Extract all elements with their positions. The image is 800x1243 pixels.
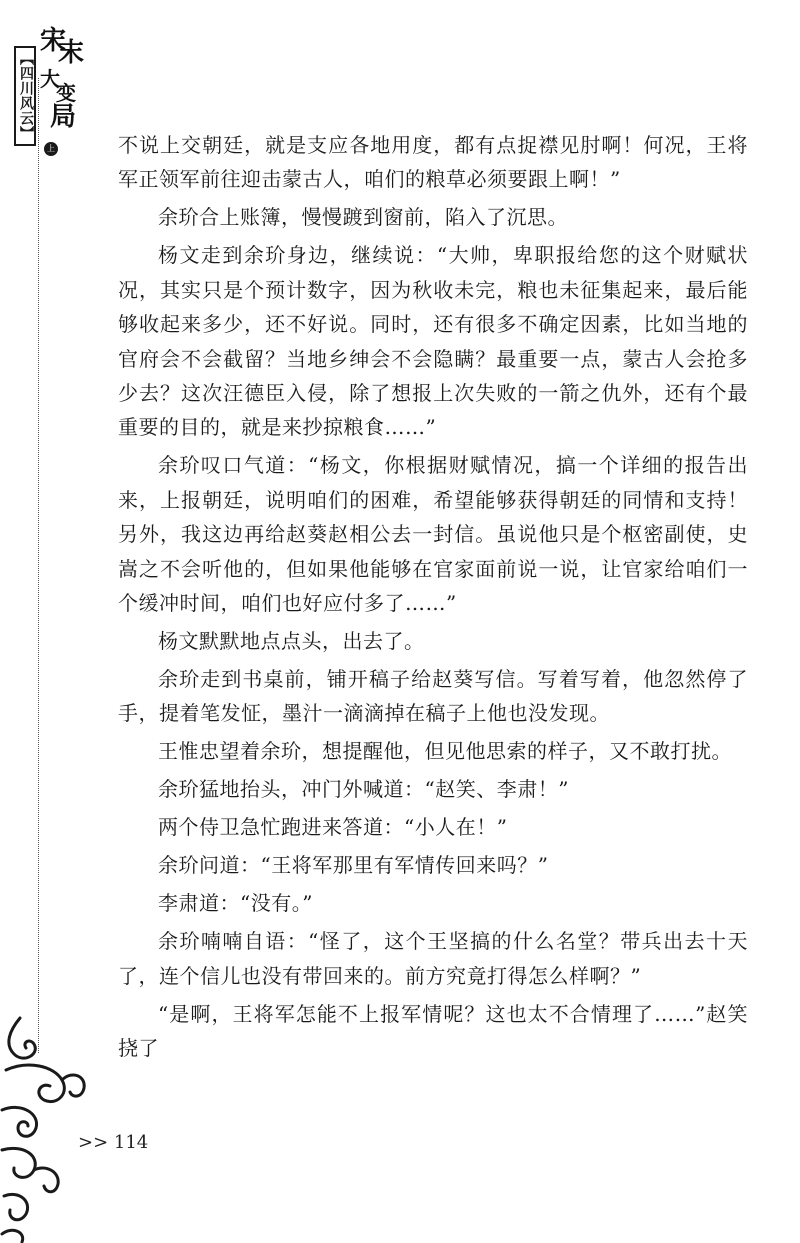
cloud-ornament-icon: [0, 1010, 90, 1243]
paragraph: 李肃道：“没有。”: [158, 891, 313, 916]
title-char: 局: [50, 102, 77, 132]
series-tag: 【四川风云】: [14, 46, 36, 146]
paragraph: 杨文默默地点点头，出去了。: [158, 629, 425, 654]
margin-dotted-rule: [38, 78, 39, 1053]
paragraph: 杨文走到余玠身边，继续说：“大帅，卑职报给您的这个财赋状况，其实只是个预计数字，因为秋收未完，粮也未征集起来，最后能够收起来多少，还不好说。同时，还有很多不确定因素，比如当地的官府会不会截留？当地乡绅会不会隐瞒？最重要一点，蒙古人会抢多少去？这次汪德臣入侵，除了想报上次失败的一箭之仇外，还有个最重要的目的，就是来抄掠粮食……”: [118, 243, 748, 440]
title-char: 变: [56, 81, 76, 105]
paragraph: 余玠走到书桌前，铺开稿子给赵葵写信。写着写着，他忽然停了手，提着笔发怔，墨汁一滴滴掉在稿子上他也没发现。: [118, 667, 748, 726]
book-title: [40, 26, 90, 132]
paragraph: 不说上交朝廷，就是支应各地用度，都有点捉襟见肘啊！何况，王将军正领军前往迎击蒙古人，咱们的粮草必须要跟上啊！”: [118, 133, 748, 192]
body-text: [118, 128, 748, 1069]
paragraph: “是啊，王将军怎能不上报军情呢？这也太不合情理了……”赵笑挠了: [118, 1001, 748, 1061]
title-char: 大: [40, 67, 60, 91]
paragraph: 余玠合上账簿，慢慢踱到窗前，陷入了沉思。: [158, 205, 568, 230]
paragraph: 两个侍卫急忙跑进来答道：“小人在！”: [158, 815, 508, 840]
title-char: 末: [58, 38, 85, 68]
page-number: >> 114: [78, 1132, 149, 1153]
paragraph: 余玠问道：“王将军那里有军情传回来吗？”: [158, 853, 549, 878]
paragraph: 余玠猛地抬头，冲门外喊道：“赵笑、李肃！”: [158, 777, 569, 802]
paragraph: 余玠喃喃自语：“怪了，这个王坚搞的什么名堂？带兵出去十天了，连个信儿也没有带回来的。前方究竟打得怎么样啊？”: [118, 929, 748, 988]
paragraph: 王惟忠望着余玠，想提醒他，但见他思索的样子，又不敢打扰。: [158, 739, 732, 764]
title-char: 宋: [40, 26, 67, 56]
volume-badge: 上卷: [44, 142, 58, 156]
paragraph: 余玠叹口气道：“杨文，你根据财赋情况，搞一个详细的报告出来，上报朝廷，说明咱们的困难，希望能够获得朝廷的同情和支持！另外，我这边再给赵葵赵相公去一封信。虽说他只是个枢密副使，史嵩之不会听他的，但如果他能够在官家面前说一说，让官家给咱们一个缓冲时间，咱们也好应付多了……”: [118, 453, 748, 616]
